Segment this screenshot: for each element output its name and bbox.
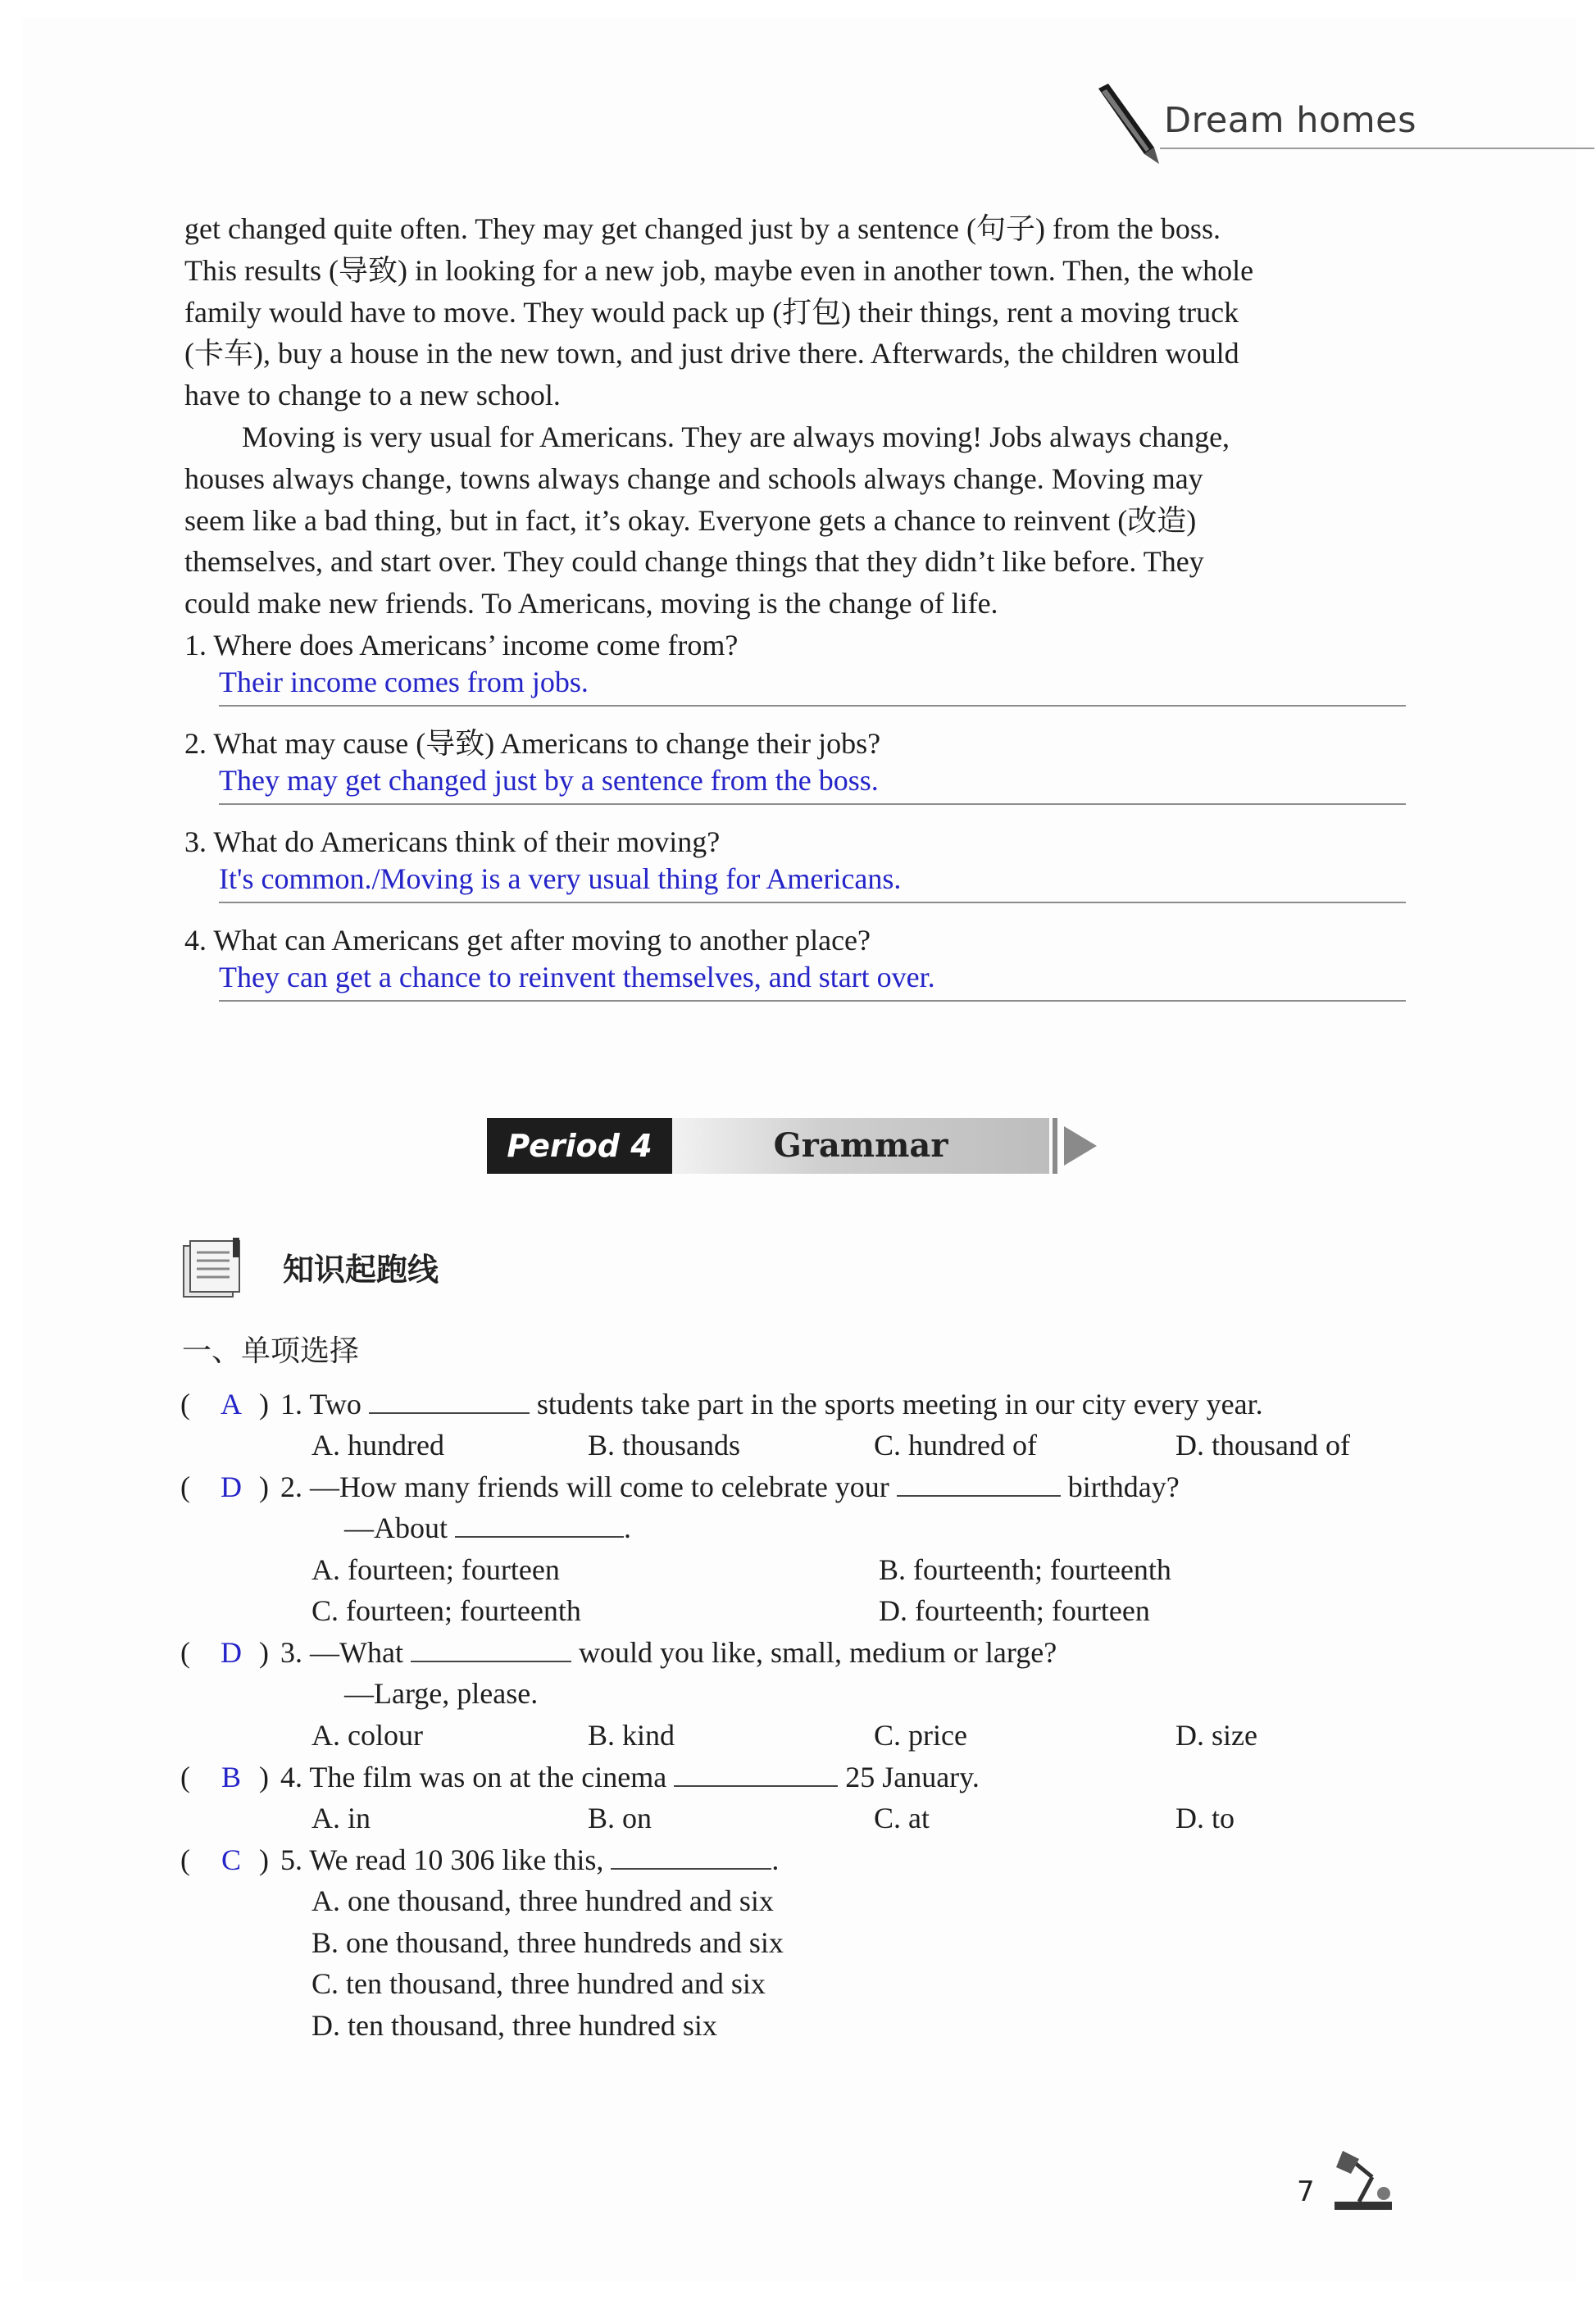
stem-after: . bbox=[771, 1843, 780, 1876]
section-heading: 知识起跑线 bbox=[283, 1252, 439, 1288]
stem-before: —How many friends will come to celebrate your bbox=[310, 1470, 889, 1503]
passage-line: seem like a bad thing, but in fact, it’s okay. Everyone gets a chance to reinvent (改造) bbox=[184, 503, 1197, 537]
question-1 bbox=[184, 626, 1406, 707]
period-label: Period 4 bbox=[487, 1118, 672, 1174]
stem-after: 25 January. bbox=[845, 1761, 980, 1793]
option-b: B. on bbox=[588, 1802, 652, 1834]
question-2 bbox=[184, 725, 1406, 805]
stem-after: birthday? bbox=[1067, 1470, 1180, 1503]
passage-line: have to change to a new school. bbox=[184, 379, 561, 412]
mcq-item-3: ( D ) 3. —What would you like, small, medium or large? —Large, please. A. colour B. kind C. price D. size bbox=[180, 1632, 1426, 1756]
reply-line: —About . bbox=[344, 1511, 631, 1544]
option-d: D. thousand of bbox=[1175, 1429, 1350, 1461]
option-b: B. thousands bbox=[588, 1429, 741, 1461]
option-d: D. fourteenth; fourteen bbox=[879, 1594, 1150, 1627]
fill-blank bbox=[411, 1636, 571, 1662]
question-text: 3. What do Americans think of their moving? bbox=[184, 825, 721, 858]
option-d: D. size bbox=[1175, 1718, 1257, 1752]
question-text: 1. Where does Americans’ income come from? bbox=[184, 629, 739, 661]
answer-letter: D bbox=[221, 1470, 242, 1503]
answer-letter: B bbox=[221, 1761, 241, 1793]
passage-line: family would have to move. They would pack up (打包) their things, rent a moving truck bbox=[184, 295, 1239, 329]
answer-line bbox=[219, 803, 1406, 805]
period-banner bbox=[487, 1118, 1102, 1177]
option-c: C. price bbox=[874, 1718, 967, 1752]
stem-before: The film was on at the cinema bbox=[309, 1761, 667, 1793]
period-topic: Grammar bbox=[672, 1118, 1049, 1174]
answer-text: They may get changed just by a sentence from the boss. bbox=[219, 764, 879, 797]
page-number: 7 bbox=[1297, 2175, 1315, 2208]
option-d: D. ten thousand, three hundred six bbox=[311, 2008, 717, 2042]
mcq-item-2: ( D ) 2. —How many friends will come to celebrate your birthday? —About . A. fourteen; fourteen B. fourteenth; fourteenth C. fourteen; fourteenth D. fourteenth; fourteen bbox=[180, 1466, 1426, 1632]
passage-line: Moving is very usual for Americans. They are always moving! Jobs always change, bbox=[242, 420, 1230, 453]
answer-text: Their income comes from jobs. bbox=[219, 666, 589, 698]
answer-letter: C bbox=[221, 1843, 241, 1876]
fill-blank bbox=[369, 1388, 530, 1414]
unit-title: Dream homes bbox=[1164, 100, 1417, 141]
header-rule bbox=[1160, 148, 1594, 149]
option-c: C. ten thousand, three hundred and six bbox=[311, 1967, 766, 2000]
fill-blank bbox=[455, 1511, 624, 1538]
reply-line: —Large, please. bbox=[344, 1677, 539, 1710]
banner-divider bbox=[1053, 1118, 1057, 1174]
part-title: 一、单项选择 bbox=[182, 1334, 360, 1368]
stem-before: Two bbox=[309, 1388, 361, 1420]
lamp-icon bbox=[1326, 2148, 1400, 2213]
mcq-item-4: ( B ) 4. The film was on at the cinema 25 January. A. in B. on C. at D. to bbox=[180, 1757, 1426, 1839]
question-4 bbox=[184, 921, 1406, 1002]
question-number: 4. bbox=[280, 1761, 302, 1793]
passage-line: themselves, and start over. They could change things that they didn’t like before. They bbox=[184, 545, 1204, 579]
stem-after: students take part in the sports meeting in our city every year. bbox=[536, 1388, 1263, 1420]
option-b: B. one thousand, three hundreds and six bbox=[311, 1925, 784, 1959]
question-stem bbox=[280, 1466, 1180, 1507]
question-3 bbox=[184, 823, 1406, 903]
stem-before: —What bbox=[310, 1636, 403, 1669]
question-stem bbox=[280, 1632, 1057, 1673]
question-number: 1. bbox=[280, 1388, 302, 1420]
answer-line bbox=[219, 1000, 1406, 1002]
option-a: A. one thousand, three hundred and six bbox=[311, 1884, 774, 1917]
passage-line: (卡车), buy a house in the new town, and just drive there. Afterwards, the children would bbox=[184, 337, 1239, 370]
pen-icon bbox=[1090, 82, 1172, 172]
question-stem bbox=[280, 1384, 1263, 1425]
answer-line bbox=[219, 902, 1406, 903]
question-number: 5. bbox=[280, 1843, 302, 1876]
answer-text: It's common./Moving is a very usual thing for Americans. bbox=[219, 862, 902, 895]
option-c: C. at bbox=[874, 1802, 930, 1834]
answer-text: They can get a chance to reinvent themselves, and start over. bbox=[219, 961, 935, 993]
mcq-item-1: ( A ) 1. Two students take part in the sports meeting in our city every year. A. hundred B. thousands C. hundred of D. thousand of bbox=[180, 1384, 1426, 1466]
reading-passage bbox=[184, 208, 1402, 625]
passage-line: houses always change, towns always change and schools always change. Moving may bbox=[184, 461, 1203, 495]
stem-after: would you like, small, medium or large? bbox=[578, 1636, 1057, 1669]
option-a: A. colour bbox=[311, 1718, 423, 1752]
answer-letter: A bbox=[221, 1388, 242, 1420]
option-a: A. fourteen; fourteen bbox=[311, 1552, 560, 1586]
question-number: 2. bbox=[280, 1470, 302, 1503]
question-stem bbox=[280, 1757, 980, 1798]
passage-line: get changed quite often. They may get changed just by a sentence (句子) from the boss. bbox=[184, 212, 1221, 245]
passage-line: could make new friends. To Americans, moving is the change of life. bbox=[184, 587, 998, 620]
option-c: C. fourteen; fourteenth bbox=[311, 1594, 581, 1627]
option-d: D. to bbox=[1175, 1802, 1235, 1834]
question-text: 4. What can Americans get after moving to another place? bbox=[184, 924, 871, 957]
option-b: B. fourteenth; fourteenth bbox=[879, 1552, 1171, 1586]
stem-before: We read 10 306 like this, bbox=[309, 1843, 604, 1876]
fill-blank bbox=[674, 1761, 838, 1787]
banner-arrow-icon bbox=[1064, 1126, 1097, 1166]
option-b: B. kind bbox=[588, 1718, 675, 1752]
fill-blank bbox=[897, 1470, 1061, 1497]
answer-line bbox=[219, 705, 1406, 707]
passage-line: This results (导致) in looking for a new job, maybe even in another town. Then, the whole bbox=[184, 253, 1254, 287]
fill-blank bbox=[611, 1843, 771, 1870]
mcq-item-5: ( C ) 5. We read 10 306 like this, . A. one thousand, three hundred and six B. one thousand, three hundreds and six C. ten thousand, three hundred and six D. ten thousand, three hundred six bbox=[180, 1839, 1426, 2046]
option-a: A. hundred bbox=[311, 1429, 444, 1461]
question-number: 3. bbox=[280, 1636, 302, 1669]
book-icon bbox=[182, 1238, 264, 1300]
option-a: A. in bbox=[311, 1802, 371, 1834]
option-c: C. hundred of bbox=[874, 1429, 1037, 1461]
question-stem bbox=[280, 1839, 779, 1880]
question-text: 2. What may cause (导致) Americans to change their jobs? bbox=[184, 727, 881, 760]
answer-letter: D bbox=[221, 1636, 242, 1669]
